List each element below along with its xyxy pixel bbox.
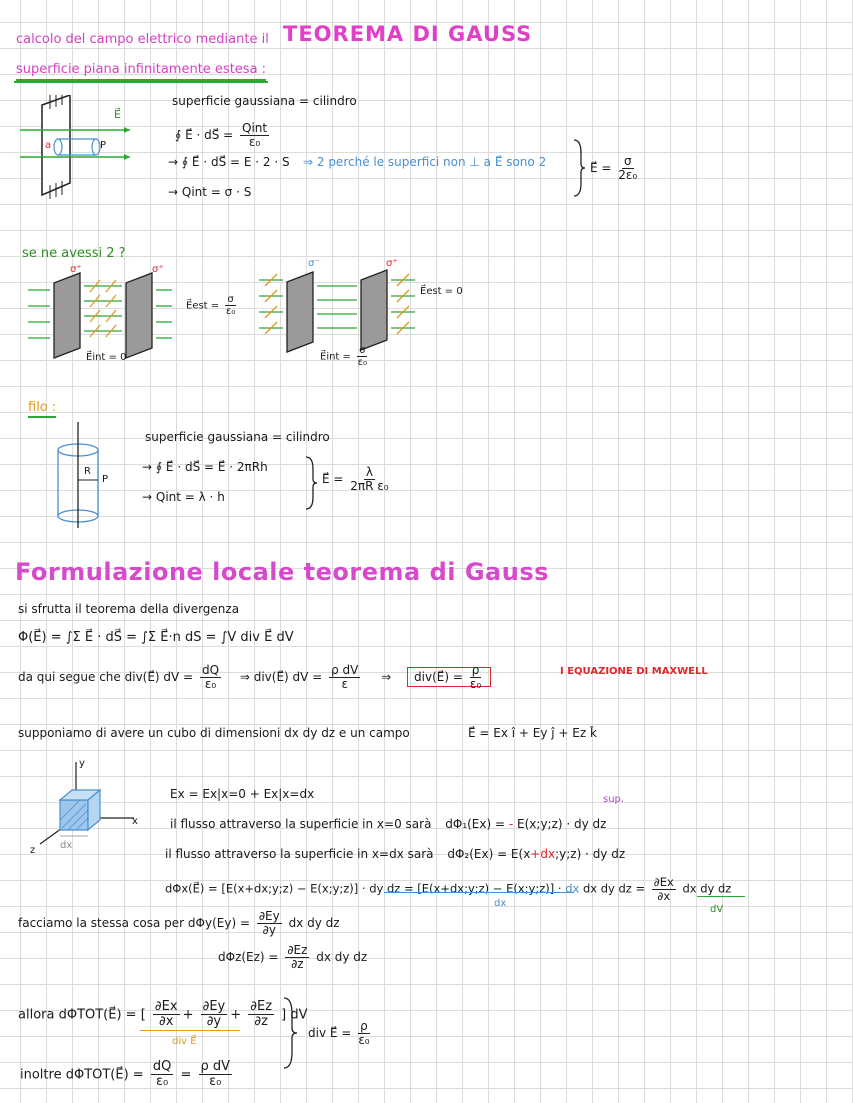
flux-xdx-lhs: dΦ₂(Ex) = E(x [447, 847, 531, 861]
allora-end: ] dV [281, 1007, 308, 1023]
e-int-right [320, 345, 370, 368]
maxwell-den: ε₀ [469, 677, 482, 692]
intro-text: calcolo del campo elettrico mediante il [16, 32, 269, 47]
e-est-right: E⃗est = 0 [420, 286, 463, 297]
allora-line: allora dΦTOT(E⃗) = [ $\frac{\partial Ex}{\partial x}$ + $\frac{\partial Ey}{\partial y}$ + $\frac{\partial Ez}{\partial z}$ ] dV [18, 999, 308, 1030]
maxwell-label: I EQUAZIONE DI MAXWELL [560, 666, 708, 677]
flux-x0-lhs: dΦ₁(Ex) = [445, 817, 506, 831]
plane-e-label: E⃗ [114, 108, 121, 121]
dx-underbrace [384, 892, 574, 893]
sigma-plus-b: σ⁺ [152, 264, 164, 275]
same-z-b: dx dy dz [316, 950, 368, 965]
eq2: → ∮ E⃗ · dS⃗ = E · 2 · S [168, 155, 290, 169]
under-dx: dx [494, 898, 507, 909]
sigma-minus: σ⁻ [308, 258, 320, 269]
field-expression: E⃗ = Ex î + Ey ĵ + Ez k̂ [468, 726, 597, 740]
inoltre-den-2: ε₀ [209, 1074, 222, 1090]
divergence-derivation [18, 664, 491, 691]
allora-frac-2 [201, 1000, 228, 1030]
wire-eq1: → ∮ E⃗ · dS⃗ = E⃗ · 2πRh [142, 460, 268, 474]
eq1-lhs: ∮ E⃗ · dS⃗ = [175, 128, 234, 143]
e-est-left [186, 294, 239, 317]
flux-x0-rhs: E(x;y;z) · dy dz [517, 817, 607, 831]
flux-xdx-dx: +dx [530, 847, 556, 861]
flux-x0-text: il flusso attraverso la superficie in x=0 sarà [170, 817, 432, 831]
dphi-x-frac [652, 876, 676, 902]
wire-p-label: P [102, 474, 109, 485]
brace-3 [282, 996, 298, 1070]
same-z-a: dΦz(Ez) = [218, 950, 279, 965]
divergence-intro: si sfrutta il teorema della divergenza [18, 602, 240, 616]
wire-r-label: R [84, 466, 91, 477]
two-plates-right [255, 262, 445, 357]
same-z-num: ∂Ez [287, 943, 308, 957]
allora-t1n: ∂Ex [154, 999, 178, 1014]
allora-t2d: ∂y [206, 1014, 222, 1030]
subtitle-underline [14, 81, 268, 83]
maxwell-lhs: div(E⃗) = [414, 670, 463, 685]
inoltre-frac-2 [199, 1060, 233, 1090]
under-dv: dV [710, 904, 724, 915]
two-plates-left [22, 268, 172, 363]
sup-label: sup. [603, 794, 625, 805]
e-est-left-frac [225, 294, 235, 317]
brace-2 [304, 455, 318, 511]
question-text: se ne avessi 2 ? [22, 246, 126, 261]
dphi-x-c: dx dy dz [682, 881, 732, 896]
dphi-x-a: dΦx(E⃗) = [E(x+dx;y;z) − E(x;y;z)] · dy dz = [E(x+dx;y;z) − E(x;y;z)] · [165, 881, 562, 896]
inoltre-den-1: ε₀ [155, 1074, 169, 1090]
result-1-num: σ [623, 154, 632, 168]
wire-result [322, 466, 392, 493]
allora-frac-3 [248, 1000, 274, 1030]
maxwell-box [407, 663, 491, 692]
same-z [218, 944, 367, 971]
allora-t2n: ∂Ey [202, 999, 226, 1014]
final-lhs: div E⃗ = [308, 1026, 352, 1041]
sigma-plus-c: σ⁺ [386, 258, 398, 269]
e-int-right-frac [357, 345, 367, 368]
inoltre-a: inoltre dΦTOT(E⃗) = [20, 1067, 144, 1083]
inoltre-num-1: dQ [152, 1059, 172, 1074]
inoltre-eq: = [180, 1067, 192, 1083]
deriv-b: ⇒ div(E⃗) dV = [239, 670, 323, 685]
inoltre-frac-1 [151, 1060, 173, 1090]
same-y-num: ∂Ey [258, 909, 280, 923]
gauss-title: TEOREMA DI GAUSS [283, 22, 533, 46]
local-formulation-title: Formulazione locale teorema di Gauss [15, 558, 549, 586]
allora-frac-1 [153, 1000, 180, 1030]
e-est-left-den: ε₀ [225, 306, 236, 317]
eq1-frac [240, 122, 269, 149]
sigma-plus-a: σ⁺ [70, 264, 82, 275]
same-y-den: ∂y [262, 923, 276, 938]
result-1-lhs: E⃗ = [590, 161, 612, 176]
result-1 [590, 155, 640, 182]
ex-sum: Ex = Ex|x=0 + Ex|x=dx [170, 787, 315, 801]
e-int-left: E⃗int = 0 [86, 352, 127, 363]
allora-a: allora dΦTOT(E⃗) = [ [18, 1007, 146, 1023]
axis-z: z [30, 845, 36, 856]
allora-t3d: ∂z [254, 1014, 268, 1030]
gaussian-surface-2: superficie gaussiana = cilindro [145, 430, 330, 444]
e-est-left-lhs: E⃗est = [186, 300, 220, 312]
final-num: ρ [360, 1019, 368, 1033]
allora-t3n: ∂Ez [250, 999, 273, 1014]
deriv-num-2: ρ dV [331, 663, 359, 677]
wire-result-den: 2πR ε₀ [350, 479, 389, 494]
final-den: ε₀ [358, 1033, 370, 1048]
dphi-x-b: dx dy dz = [582, 881, 646, 896]
result-1-frac [618, 155, 637, 182]
eq2-note: ⇒ 2 perché le superfici non ⊥ a E⃗ sono 2 [303, 155, 547, 169]
e-est-left-num: σ [227, 294, 234, 305]
flux-xdx-rhs: ;y;z) · dy dz [555, 847, 626, 861]
maxwell-num: ρ [471, 663, 480, 677]
div-underbrace [140, 1030, 240, 1031]
wire-result-num: λ [365, 465, 373, 479]
dphi-x-num: ∂Ex [653, 875, 674, 889]
same-y-b: dx dy dz [288, 916, 340, 931]
wire-eq2: → Qint = λ · h [142, 490, 225, 504]
cube-dx: dx [60, 840, 73, 851]
flux-xdx [165, 847, 625, 861]
deriv-frac-1 [200, 664, 221, 691]
div-label: div E⃗ [172, 1036, 197, 1047]
flux-x0-minus: - [508, 817, 514, 831]
eq1 [175, 122, 272, 149]
e-int-right-num: σ [359, 345, 366, 356]
flux-x0 [170, 817, 606, 831]
e-int-right-lhs: E⃗int = [320, 351, 351, 363]
eq1-num: Qint [242, 121, 268, 135]
deriv-num-1: dQ [201, 663, 220, 677]
same-z-frac [285, 944, 309, 971]
cube-diagram [30, 758, 145, 853]
deriv-den-2: ε [341, 677, 348, 692]
same-y-a: facciamo la stessa cosa per dΦy(Ey) = [18, 916, 251, 931]
deriv-frac-2 [329, 664, 360, 691]
inoltre-num-2: ρ dV [200, 1059, 231, 1074]
filo-title: filo : [28, 400, 56, 418]
dphi-x [165, 876, 731, 902]
deriv-c: ⇒ [381, 670, 392, 685]
inoltre-line [20, 1060, 235, 1090]
allora-t1d: ∂x [159, 1014, 174, 1030]
e-int-right-den: ε₀ [357, 357, 367, 368]
wire-diagram [50, 420, 110, 530]
eq3: → Qint = σ · S [168, 185, 252, 199]
gaussian-surface-1: superficie gaussiana = cilindro [172, 94, 357, 108]
flux-xdx-text: il flusso attraverso la superficie in x=dx sarà [165, 847, 434, 861]
wire-result-frac [350, 466, 388, 493]
plane-subtitle: superficie piana infinitamente estesa : [16, 62, 266, 81]
axis-x: x [132, 816, 138, 827]
brace-1 [572, 138, 586, 198]
plane-diagram [20, 95, 145, 200]
same-y-frac [257, 910, 282, 937]
final-frac [358, 1020, 370, 1047]
dv-underbrace [697, 896, 745, 897]
dphi-x-den: ∂x [657, 888, 671, 903]
eq1-den: ε₀ [248, 135, 261, 150]
deriv-a: da qui segue che div(E⃗) dV = [18, 670, 194, 685]
dphi-x-dx: dx [565, 881, 580, 896]
maxwell-frac [470, 664, 482, 691]
axis-y: y [79, 758, 85, 769]
same-y [18, 910, 340, 937]
cube-intro: supponiamo di avere un cubo di dimensioni dx dy dz e un campo [18, 726, 410, 740]
divergence-eq: Φ(E⃗) = ∫Σ E⃗ · dS⃗ = ∫Σ E⃗·n dS = ∫V div E⃗ dV [18, 630, 294, 645]
plane-p-label: P [100, 140, 107, 151]
wire-result-lhs: E⃗ = [322, 472, 344, 487]
plane-a-label: a [45, 140, 52, 151]
final-result [308, 1020, 373, 1047]
same-z-den: ∂z [291, 957, 304, 972]
result-1-den: 2ε₀ [618, 168, 638, 183]
deriv-den-1: ε₀ [204, 677, 217, 692]
